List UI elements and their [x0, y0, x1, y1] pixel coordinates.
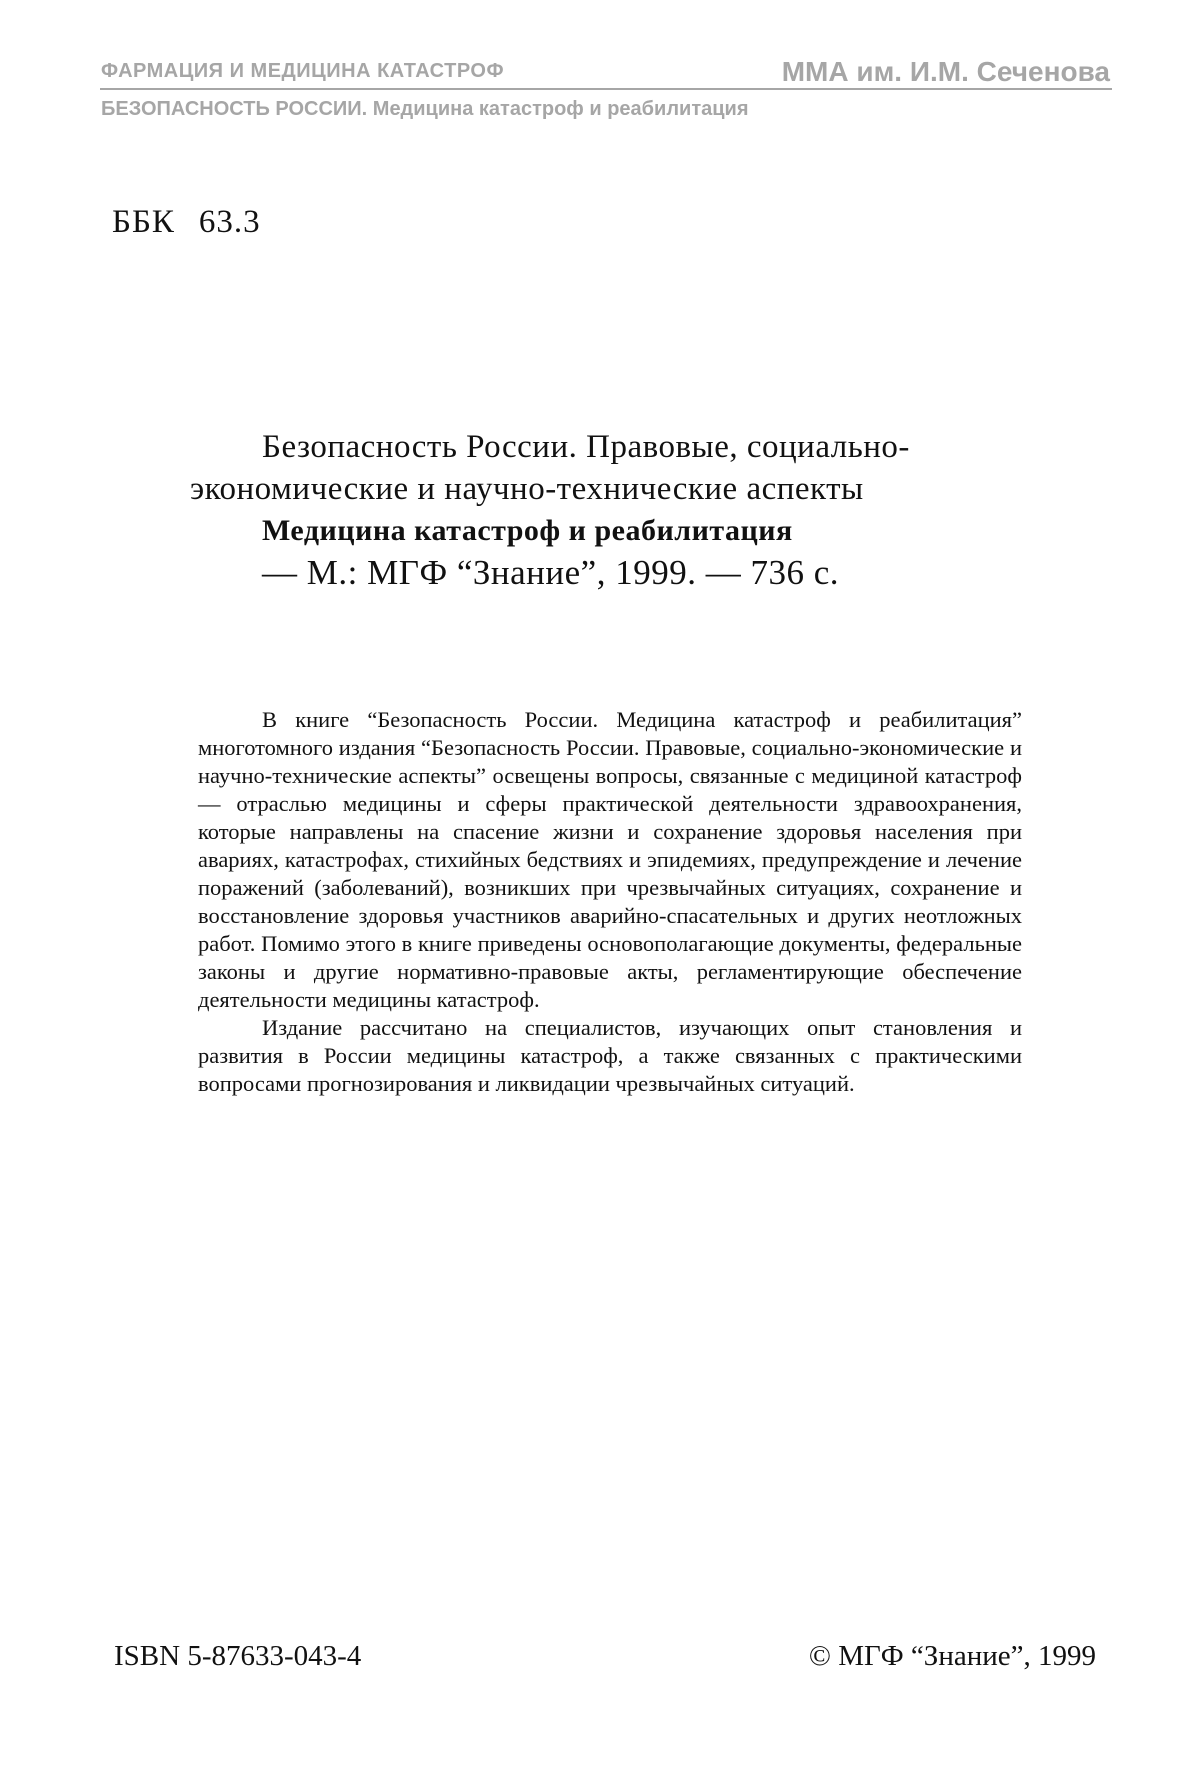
title-line-2: экономические и научно-технические аспекты: [190, 471, 864, 507]
publication-info: — М.: МГФ “Знание”, 1999. — 736 с.: [262, 553, 839, 592]
header-divider: [100, 88, 1112, 90]
institution-name: ММА им. И.М. Сеченова: [781, 56, 1110, 87]
title-line-1: Безопасность России. Правовые, социально-: [262, 429, 910, 465]
abstract-paragraph-2: Издание рассчитано на специалистов, изучающих опыт становления и развития в России медицины катастроф, а также связанных с практическими вопросами прогнозирования и ликвидации чрезвычайных ситуаций.: [198, 1015, 1022, 1096]
book-subtitle: Медицина катастроф и реабилитация: [262, 514, 793, 547]
bbk-classification: [112, 204, 261, 241]
abstract: [198, 706, 1022, 1098]
bbk-label: ББК: [112, 204, 175, 240]
series-title: ФАРМАЦИЯ И МЕДИЦИНА КАТАСТРОФ: [101, 60, 505, 82]
copyright: © МГФ “Знание”, 1999: [808, 1640, 1096, 1672]
book-subtitle-header: БЕЗОПАСНОСТЬ РОССИИ. Медицина катастроф и реабилитация: [101, 98, 749, 120]
bbk-code: 63.3: [198, 204, 261, 240]
bibliographic-title-block: [190, 426, 1050, 594]
abstract-paragraph-1: В книге “Безопасность России. Медицина катастроф и реабилитация” многотомного издания “Безопасность России. Правовые, социально-экономические и научно-технические аспекты” освещены вопросы, связанные с медициной катастроф — отраслью медицины и сферы практической деятельности здравоохранения, которые направлены на спасение жизни и сохранение здоровья населения при авариях, катастрофах, стихийных бедствиях и эпидемиях, предупреждение и лечение поражений (заболеваний), возникших при чрезвычайных ситуациях, сохранение и восстановление здоровья участников аварийно-спасательных и других неотложных работ. Помимо этого в книге приведены основополагающие документы, федеральные законы и другие нормативно-правовые акты, регламентирующие обеспечение деятельности медицины катастроф.: [198, 707, 1022, 1012]
isbn: ISBN 5-87633-043-4: [114, 1640, 362, 1672]
